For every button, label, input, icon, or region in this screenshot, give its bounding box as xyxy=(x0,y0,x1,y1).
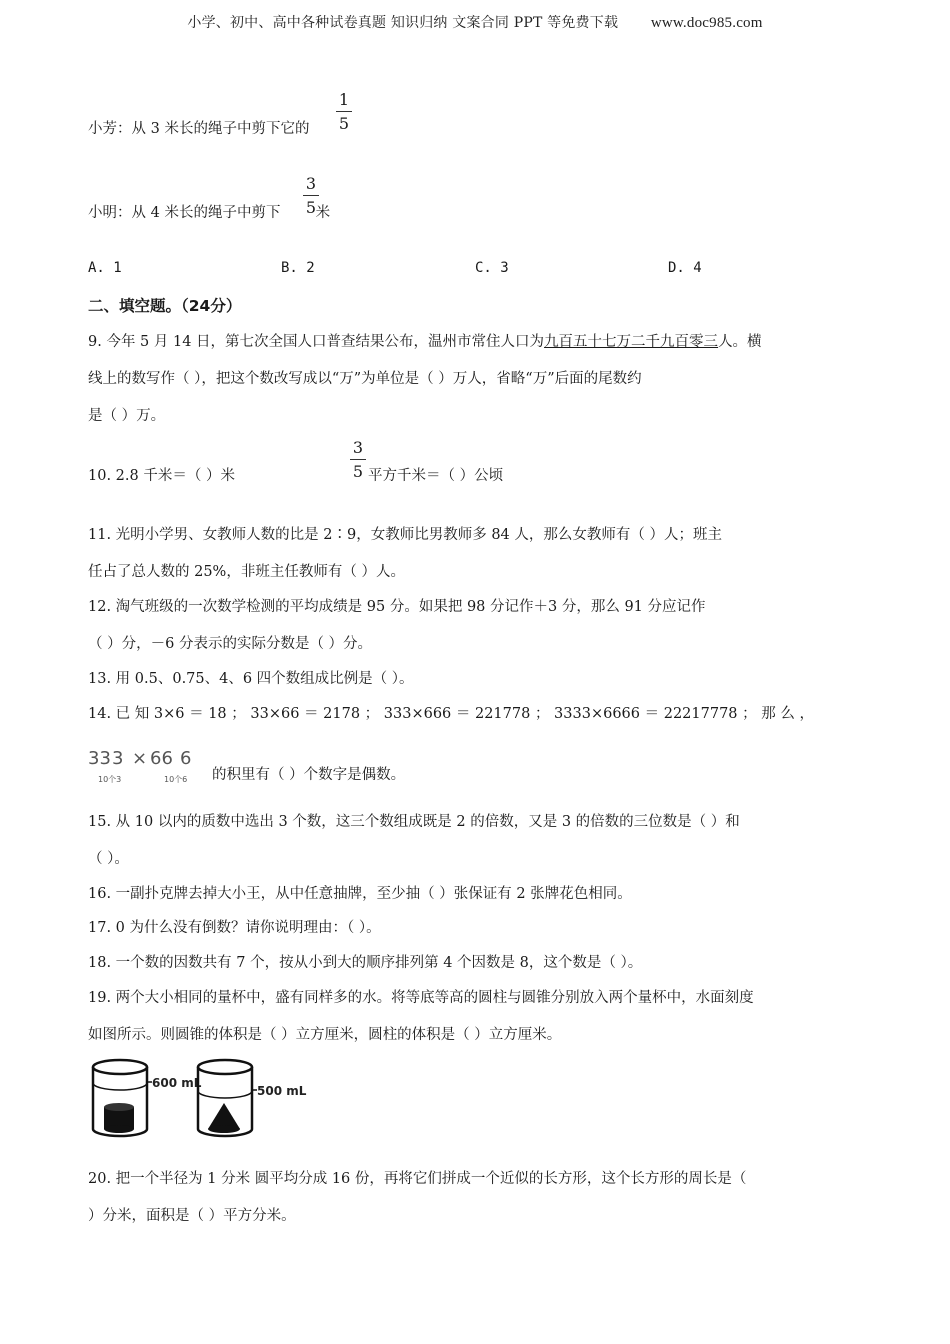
option-b[interactable]: B. 2 xyxy=(281,260,315,276)
q14-garbled-expression: 33 3 × 66 6 10个3 10个6 xyxy=(88,748,192,784)
cup1-label: 600 mL xyxy=(152,1076,202,1090)
q8-item-xiaoming: 小明：从 4 米长的绳子中剪下 米 xyxy=(88,205,331,221)
q9-underlined-number: 九百五十七万二千九百零三 xyxy=(544,334,719,350)
q11-line1: 11. 光明小学男、女教师人数的比是 2∶9，女教师比男教师多 84 人，那么女教师有（ ）人；班主 xyxy=(88,527,723,543)
fraction-one-fifth: 1 5 xyxy=(336,90,352,133)
q14-line2: 的积里有（ ）个数字是偶数。 xyxy=(212,767,406,783)
q20-line1: 20. 把一个半径为 1 分米 圆平均分成 16 份，再将它们拼成一个近似的长方形，这个长方形的周长是（ xyxy=(88,1171,747,1187)
q9-line2: 线上的数写作（ ），把这个数改写成以“万”为单位是（ ）万人，省略“万”后面的尾数约 xyxy=(88,371,642,387)
q19-line1: 19. 两个大小相同的量杯中，盛有同样多的水。将等底等高的圆柱与圆锥分别放入两个量杯中，水面刻度 xyxy=(88,990,754,1006)
header-title: 小学、初中、高中各种试卷真题 知识归纳 文案合同 PPT 等免费下载 xyxy=(187,15,619,31)
q20-line2: ）分米，面积是（ ）平方分米。 xyxy=(88,1208,296,1224)
page-header xyxy=(0,12,950,32)
measuring-cups-figure xyxy=(88,1055,318,1143)
q10-part-b: 平方千米＝（ ）公顷 xyxy=(368,468,504,484)
q8-item-xiaofang: 小芳：从 3 米长的绳子中剪下它的 xyxy=(88,121,310,137)
cup-with-cylinder xyxy=(93,1060,202,1136)
q15-line1: 15. 从 10 以内的质数中选出 3 个数，这三个数组成既是 2 的倍数，又是 3 的倍数的三位数是（ ）和 xyxy=(88,814,740,830)
q19-line2: 如图所示。则圆锥的体积是（ ）立方厘米，圆柱的体积是（ ）立方厘米。 xyxy=(88,1027,562,1043)
q9-line3: 是（ ）万。 xyxy=(88,408,166,424)
section-title-fill-in: 二、填空题。（24分） xyxy=(88,297,242,315)
header-url[interactable]: www.doc985.com xyxy=(650,15,763,31)
option-a[interactable]: A. 1 xyxy=(88,260,122,276)
cup-with-cone xyxy=(198,1060,307,1136)
cup2-label: 500 mL xyxy=(257,1084,307,1098)
fraction-q10: 3 5 xyxy=(350,438,366,481)
q16: 16. 一副扑克牌去掉大小王，从中任意抽牌，至少抽（ ）张保证有 2 张牌花色相同。 xyxy=(88,886,632,902)
q9-line1: 9. 今年 5 月 14 日，第七次全国人口普查结果公布，温州市常住人口为九百五十七万二千九百零三人。横 xyxy=(88,334,762,350)
option-c[interactable]: C. 3 xyxy=(475,260,509,276)
q18: 18. 一个数的因数共有 7 个，按从小到大的顺序排列第 4 个因数是 8，这个数是（ ）。 xyxy=(88,955,643,971)
q10-part-a: 10. 2.8 千米＝（ ）米 xyxy=(88,468,235,484)
q13: 13. 用 0.5、0.75、4、6 四个数组成比例是（ ）。 xyxy=(88,671,414,687)
q14-line1: 14. 已 知 3×6 ＝ 18 ； 33×66 ＝ 2178 ； 333×666 ＝ 221778 ； 3333×6666 ＝ 22217778 ； 那 么 ， xyxy=(88,706,814,722)
fraction-three-fifths: 3 5 xyxy=(303,174,319,217)
q12-line2: （ ）分，－6 分表示的实际分数是（ ）分。 xyxy=(88,636,373,652)
q11-line2: 任占了总人数的 25%，非班主任教师有（ ）人。 xyxy=(88,564,405,580)
option-d[interactable]: D. 4 xyxy=(668,260,702,276)
q15-line2: （ ）。 xyxy=(88,851,129,867)
q12-line1: 12. 淘气班级的一次数学检测的平均成绩是 95 分。如果把 98 分记作＋3 分，那么 91 分应记作 xyxy=(88,599,706,615)
q17: 17. 0 为什么没有倒数？请你说明理由：（ ）。 xyxy=(88,920,381,936)
